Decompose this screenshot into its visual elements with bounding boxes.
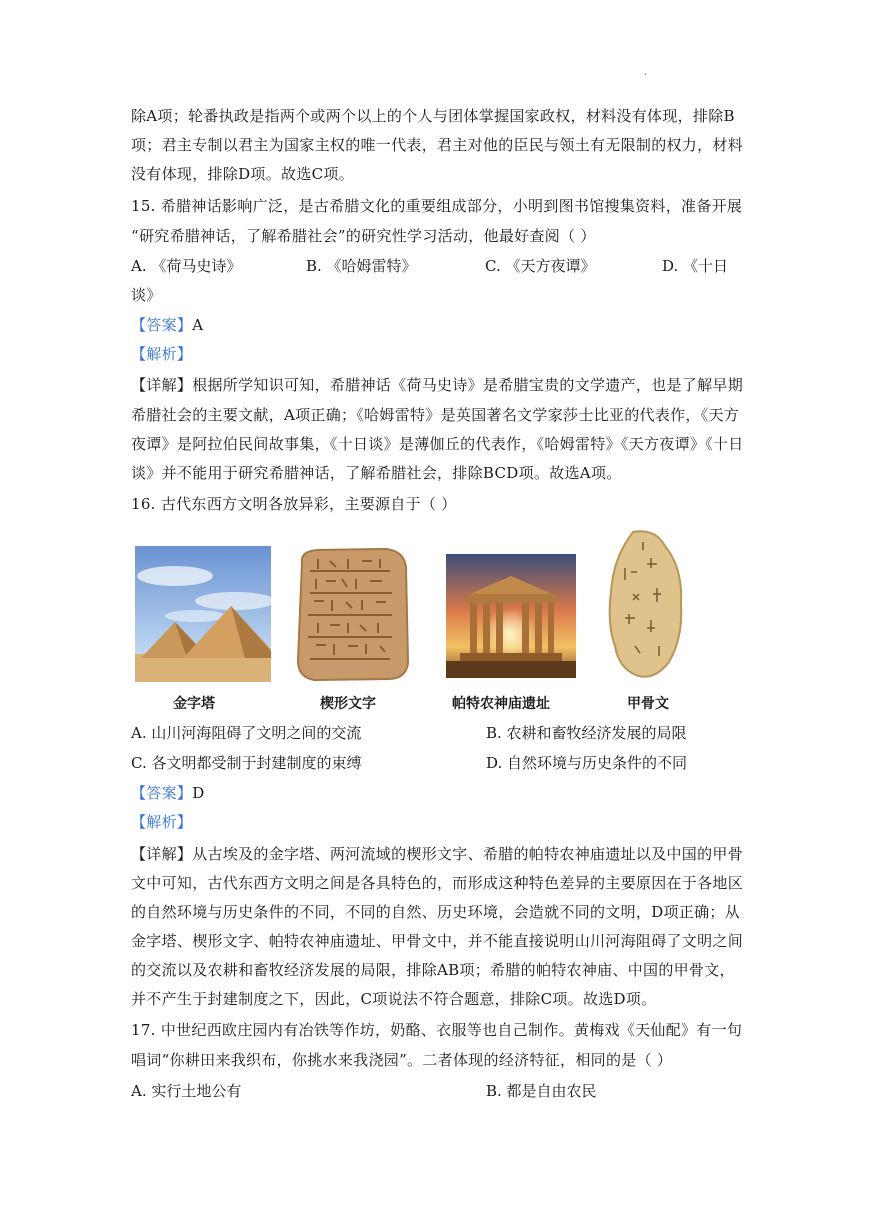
detail-tag: 【详解】 [131,376,193,394]
answer-16 [131,784,205,802]
detail-15 [131,376,743,394]
q16-option-a: A. 山川河海阻碍了文明之间的交流 [131,724,362,742]
text-line: 夜谭》是阿拉伯民间故事集，《十日谈》是薄伽丘的代表作，《哈姆雷特》《天方夜谭》《十日 [131,435,744,453]
question-16-stem: 16. 古代东西方文明各放异彩，主要源自于（ ） [131,495,457,513]
q15-option-d-continued: 谈》 [131,286,162,304]
caption-cuneiform: 楔形文字 [320,696,376,712]
analysis-tag: 【解析】 [131,345,193,363]
top-mark: · [644,70,648,81]
text-line: 的自然环境与历史条件的不同，不同的自然、历史环境，会造就不同的文明，D项正确；从 [131,903,741,921]
q16-option-c: C. 各文明都受制于封建制度的束缚 [131,754,362,772]
detail-tag: 【详解】 [131,845,193,863]
oracle-bone-image [603,528,687,680]
detail-text: 根据所学知识可知，希腊神话《荷马史诗》是希腊宝贵的文学遗产，也是了解早期 [192,376,744,394]
text-line: 谈》并不能用于研究希腊神话，了解希腊社会，排除BCD项。故选A项。 [131,464,622,482]
text-line: 金字塔、楔形文字、帕特农神庙遗址、甲骨文中，并不能直接说明山川河海阻碍了文明之间 [131,932,744,950]
q16-option-d: D. 自然环境与历史条件的不同 [486,754,688,772]
question-15-stem: “研究希腊神话，了解希腊社会”的研究性学习活动，他最好查阅（ ） [131,227,596,245]
answer-tag: 【答案】 [131,784,193,802]
question-15-stem: 15. 希腊神话影响广泛，是古希腊文化的重要组成部分，小明到图书馆搜集资料，准备开展 [131,197,743,215]
pyramid-image [135,546,271,682]
text-line: 除A项；轮番执政是指两个或两个以上的个人与团体掌握国家政权，材料没有体现，排除B [131,107,735,125]
answer-value: A [192,316,204,334]
text-line: 并不产生于封建制度之下，因此，C项说法不符合题意，排除C项。故选D项。 [131,990,657,1008]
q15-option-b: B. 《哈姆雷特》 [306,257,417,275]
answer-tag: 【答案】 [131,316,193,334]
question-17-stem: 17. 中世纪西欧庄园内有冶铁等作坊，奶酪、衣服等也自己制作。黄梅戏《天仙配》有一句 [131,1021,743,1039]
answer-15 [131,316,203,334]
text-line: 没有体现，排除D项。故选C项。 [131,165,355,183]
caption-pyramid: 金字塔 [173,696,215,712]
detail-text: 从古埃及的金字塔、两河流域的楔形文字、希腊的帕特农神庙遗址以及中国的甲骨 [192,845,744,863]
analysis-tag: 【解析】 [131,813,193,831]
q17-option-a: A. 实行土地公有 [131,1082,242,1100]
text-line: 项；君主专制以君主为国家主权的唯一代表，君主对他的臣民与领土有无限制的权力，材料 [131,136,744,154]
text-line: 希腊社会的主要文献，A项正确；《哈姆雷特》是英国著名文学家莎士比亚的代表作，《天方 [131,406,740,424]
text-line: 文中可知，古代东西方文明之间是各具特色的，而形成这种特色差异的主要原因在于各地区 [131,874,744,892]
caption-parthenon: 帕特农神庙遗址 [452,696,550,712]
parthenon-image [446,554,576,678]
question-17-stem: 唱词“你耕田来我织布，你挑水来我浇园”。二者体现的经济特征，相同的是（ ） [131,1051,673,1069]
cuneiform-tablet-image [290,545,412,683]
caption-oracle-bone: 甲骨文 [627,696,669,712]
q15-option-d: D. 《十日 [662,257,729,275]
q16-option-b: B. 农耕和畜牧经济发展的局限 [486,724,687,742]
text-line: 的交流以及农耕和畜牧经济发展的局限，排除AB项；希腊的帕特农神庙、中国的甲骨文， [131,961,735,979]
q17-option-b: B. 都是自由农民 [486,1082,597,1100]
q15-option-a: A. 《荷马史诗》 [131,257,242,275]
answer-value: D [192,784,205,802]
q15-option-c: C. 《天方夜谭》 [485,257,596,275]
detail-16 [131,845,743,863]
